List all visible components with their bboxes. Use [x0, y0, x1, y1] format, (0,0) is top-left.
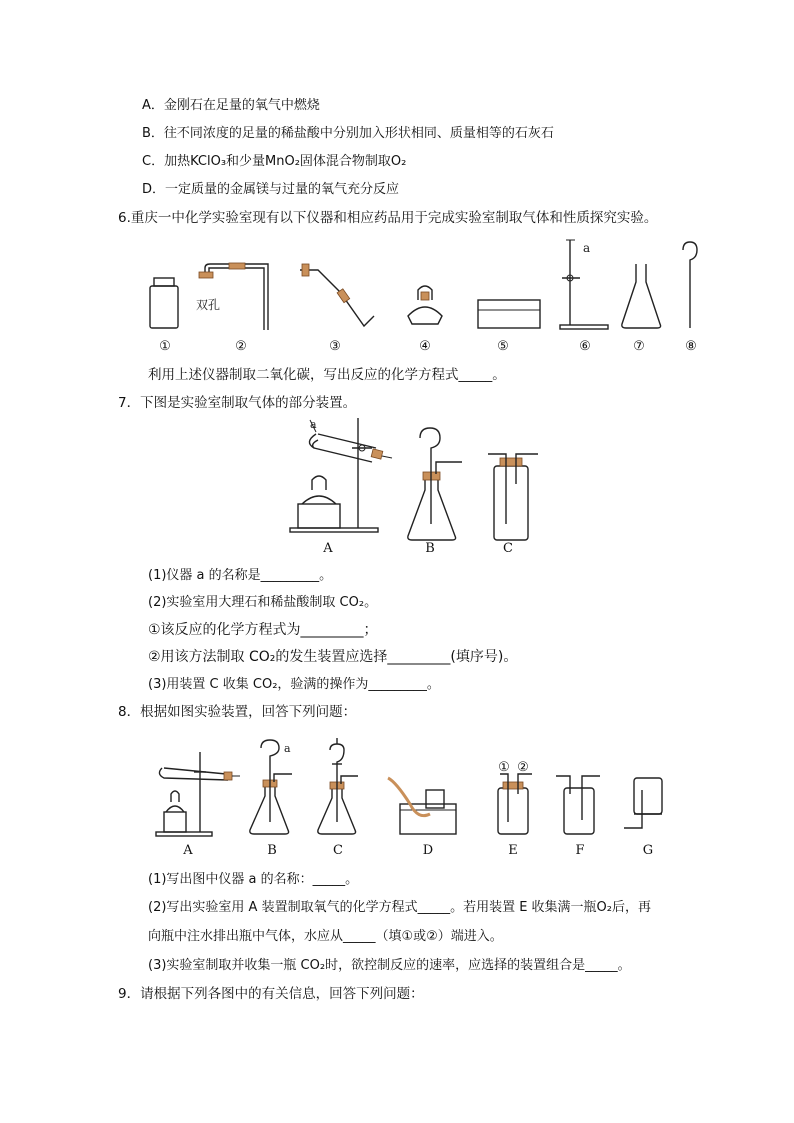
label-g: G: [642, 843, 654, 858]
stand-label: a: [583, 241, 591, 255]
label-2: ②: [235, 339, 247, 354]
q6-question: 利用上述仪器制取二氧化碳，写出反应的化学方程式_____。: [148, 367, 506, 383]
stopper-label: 双孔: [196, 298, 221, 312]
label-a: A: [323, 541, 333, 556]
label-6: ⑥: [579, 339, 591, 354]
label-f: F: [575, 843, 585, 858]
conical-flask-icon: [622, 264, 661, 328]
water-trough-collection-icon: [388, 778, 456, 834]
q7-apparatus-figure: [0, 414, 794, 544]
port-label-2: ②: [517, 760, 529, 775]
label-5: ⑤: [497, 339, 509, 354]
option-letter: D．: [142, 182, 166, 197]
option-a: [142, 97, 320, 115]
label-4: ④: [419, 339, 431, 354]
q7-sub2b: ②用该方法制取 CO₂的发生装置应选择_________(填序号)。: [148, 649, 518, 665]
gas-bottle-two-ports-icon: [498, 774, 532, 834]
option-letter: B．: [142, 126, 164, 141]
q8-sub2b: 向瓶中注水排出瓶中气体，水应从_____（填①或②）端进入。: [148, 929, 503, 944]
wide-mouth-bottle-icon: [150, 278, 178, 328]
q8-sub1: (1)写出图中仪器 a 的名称：_____。: [148, 872, 359, 887]
q7-sub1: (1)仪器 a 的名称是_________。: [148, 568, 333, 583]
option-c: [142, 153, 406, 171]
label-3: ③: [329, 339, 341, 354]
q6-apparatus-figure: [0, 232, 794, 352]
label-8: ⑧: [685, 339, 697, 354]
flask-with-funnel-icon: [250, 740, 292, 834]
gas-bottle-icon: [556, 776, 600, 834]
double-hole-stopper-tube-icon: [196, 263, 268, 330]
q8-apparatus-figure: [0, 734, 794, 844]
label-7: ⑦: [633, 339, 645, 354]
long-neck-funnel-icon: [683, 242, 697, 328]
water-trough-icon: [478, 300, 540, 328]
q8-sub2a: (2)写出实验室用 A 装置制取氧气的化学方程式_____。若用装置 E 收集满一瓶O₂后，再: [148, 900, 651, 915]
option-letter: A．: [142, 98, 164, 113]
option-text: 一定质量的金属镁与过量的氧气充分反应: [165, 182, 400, 197]
q9-stem: 9．请根据下列各图中的有关信息，回答下列问题：: [118, 986, 424, 1002]
flask-with-funnel-icon: [408, 428, 462, 540]
funnel-label: a: [284, 742, 291, 755]
q8-sub3: (3)实验室制取并收集一瓶 CO₂时，欲控制反应的速率，应选择的装置组合是_____。: [148, 958, 631, 973]
label-c: C: [503, 541, 513, 556]
label-b: B: [267, 843, 277, 858]
tube-label: a: [310, 418, 317, 431]
q7-sub3: (3)用装置 C 收集 CO₂，验满的操作为_________。: [148, 677, 440, 692]
q7-sub2a: ①该反应的化学方程式为_________；: [148, 622, 378, 638]
inverted-bottle-icon: [624, 778, 662, 828]
label-a: A: [183, 843, 193, 858]
option-text: 加热KClO₃和少量MnO₂固体混合物制取O₂: [164, 154, 407, 169]
heating-setup-icon: [290, 418, 392, 532]
label-1: ①: [159, 339, 171, 354]
label-d: D: [422, 843, 434, 858]
flask-with-separatory-funnel-icon: [318, 738, 358, 834]
heating-setup-icon: [156, 752, 240, 836]
option-letter: C．: [142, 154, 165, 169]
label-c: C: [333, 843, 343, 858]
iron-stand-icon: [560, 240, 608, 329]
label-b: B: [425, 541, 435, 556]
q6-stem: 6.重庆一中化学实验室现有以下仪器和相应药品用于完成实验室制取气体和性质探究实验。: [118, 210, 658, 226]
port-label-1: ①: [498, 760, 510, 775]
q8-stem: 8．根据如图实验装置，回答下列问题：: [118, 704, 357, 720]
option-text: 往不同浓度的足量的稀盐酸中分别加入形状相同、质量相等的石灰石: [163, 126, 554, 141]
q7-stem: 7．下图是实验室制取气体的部分装置。: [118, 395, 357, 411]
option-d: [142, 181, 399, 199]
q7-sub2: (2)实验室用大理石和稀盐酸制取 CO₂。: [148, 595, 378, 610]
gas-collecting-bottle-icon: [488, 454, 538, 540]
option-text: 金刚石在足量的氧气中燃烧: [163, 98, 320, 113]
option-b: [142, 125, 554, 143]
label-e: E: [508, 843, 518, 858]
bent-tube-icon: [300, 264, 374, 326]
alcohol-lamp-icon: [408, 286, 442, 324]
